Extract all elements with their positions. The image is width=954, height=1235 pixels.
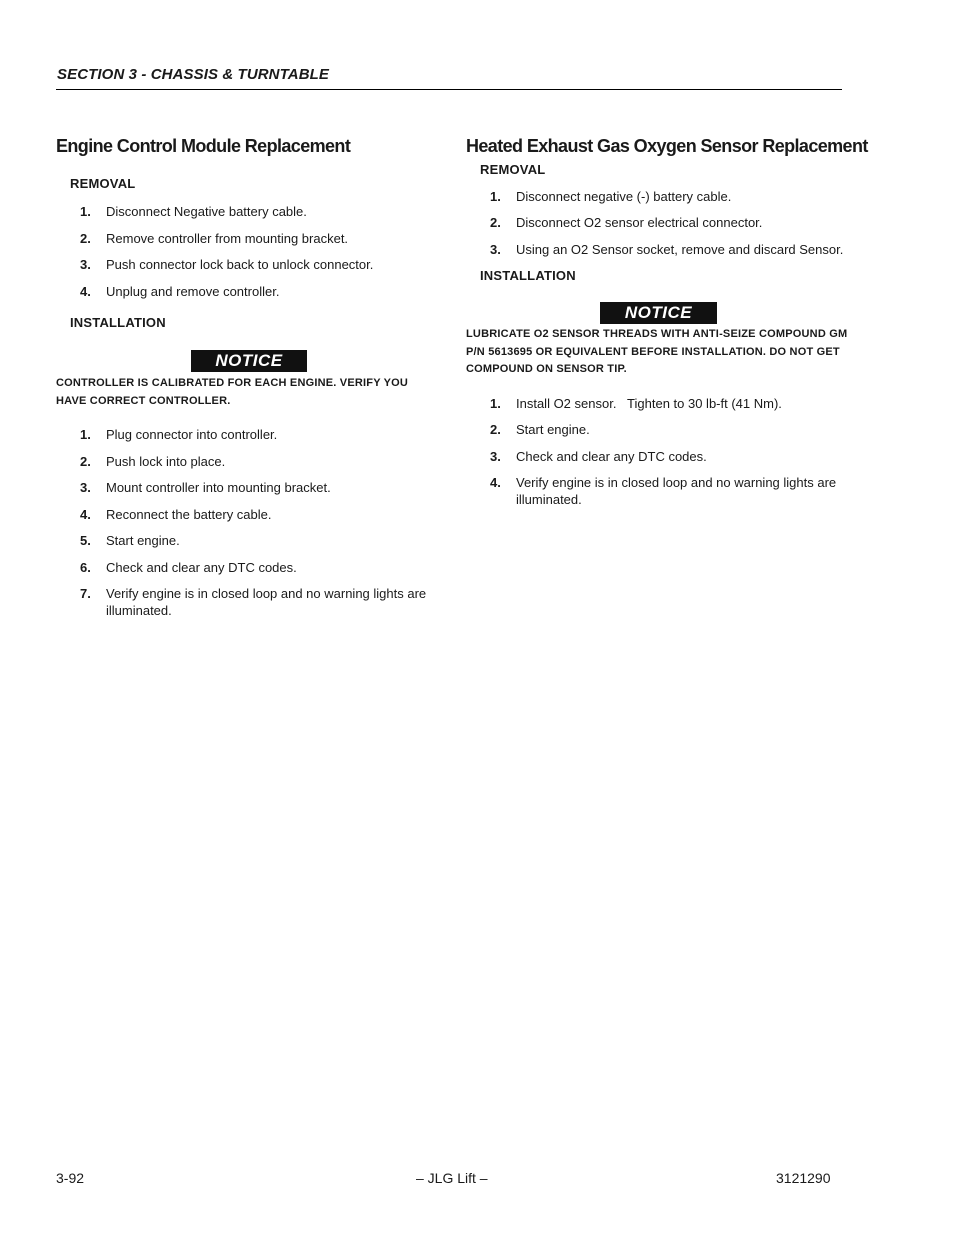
notice-text: LUBRICATE O2 SENSOR THREADS WITH ANTI-SEIZE COMPOUND GM P/N 5613695 OR EQUIVALENT BEFORE INSTALLATION. DO NOT GET COMPOUND ON SENSOR TIP. xyxy=(466,328,848,375)
step-text: Check and clear any DTC codes. xyxy=(106,560,297,575)
sensor-removal-label: REMOVAL xyxy=(480,162,546,177)
step-number: 1. xyxy=(490,189,501,204)
step-number: 3. xyxy=(490,242,501,257)
step-number: 1. xyxy=(80,204,91,219)
step-text: Push connector lock back to unlock connector. xyxy=(106,257,374,272)
step-text: Disconnect negative (-) battery cable. xyxy=(516,189,732,204)
step-text: Verify engine is in closed loop and no warning lights are illuminated. xyxy=(516,475,837,507)
step-text: Push lock into place. xyxy=(106,454,226,469)
step-text: Check and clear any DTC codes. xyxy=(516,449,707,464)
notice-text: CONTROLLER IS CALIBRATED FOR EACH ENGINE. VERIFY YOU HAVE CORRECT CONTROLLER. xyxy=(56,377,409,407)
step-number: 2. xyxy=(490,422,501,437)
page-number: 3-92 xyxy=(56,1170,85,1186)
step-number: 3. xyxy=(80,480,91,495)
heated-sensor-heading: Heated Exhaust Gas Oxygen Sensor Replacement xyxy=(466,136,868,156)
step-text: Unplug and remove controller. xyxy=(106,284,280,299)
footer-center: – JLG Lift – xyxy=(416,1170,488,1186)
ecm-installation-label: INSTALLATION xyxy=(70,315,166,330)
step-text: Disconnect Negative battery cable. xyxy=(106,204,307,219)
step-number: 4. xyxy=(490,475,501,490)
header-divider xyxy=(56,89,842,90)
step-number: 2. xyxy=(80,454,91,469)
step-number: 4. xyxy=(80,284,91,299)
step-number: 1. xyxy=(490,396,501,411)
section-title: SECTION 3 - CHASSIS & TURNTABLE xyxy=(57,66,330,83)
step-text: Install O2 sensor. Tighten to 30 lb-ft (41 Nm). xyxy=(516,396,782,411)
doc-number: 3121290 xyxy=(776,1170,831,1186)
step-text: Disconnect O2 sensor electrical connector. xyxy=(516,215,763,230)
step-text: Plug connector into controller. xyxy=(106,427,278,442)
step-number: 5. xyxy=(80,533,91,548)
step-number: 7. xyxy=(80,586,91,601)
ecm-heading: Engine Control Module Replacement xyxy=(56,136,351,156)
step-text: Start engine. xyxy=(516,422,590,437)
step-text: Using an O2 Sensor socket, remove and discard Sensor. xyxy=(516,242,844,257)
step-number: 2. xyxy=(80,231,91,246)
step-text: Start engine. xyxy=(106,533,180,548)
step-number: 3. xyxy=(80,257,91,272)
step-number: 2. xyxy=(490,215,501,230)
notice-badge: NOTICE xyxy=(600,302,717,324)
step-number: 3. xyxy=(490,449,501,464)
step-text: Reconnect the battery cable. xyxy=(106,507,272,522)
step-text: Verify engine is in closed loop and no warning lights are illuminated. xyxy=(106,586,427,618)
step-text: Remove controller from mounting bracket. xyxy=(106,231,349,246)
step-number: 6. xyxy=(80,560,91,575)
step-number: 1. xyxy=(80,427,91,442)
notice-badge: NOTICE xyxy=(191,350,307,372)
ecm-removal-label: REMOVAL xyxy=(70,176,136,191)
step-number: 4. xyxy=(80,507,91,522)
sensor-installation-label: INSTALLATION xyxy=(480,268,576,283)
step-text: Mount controller into mounting bracket. xyxy=(106,480,331,495)
